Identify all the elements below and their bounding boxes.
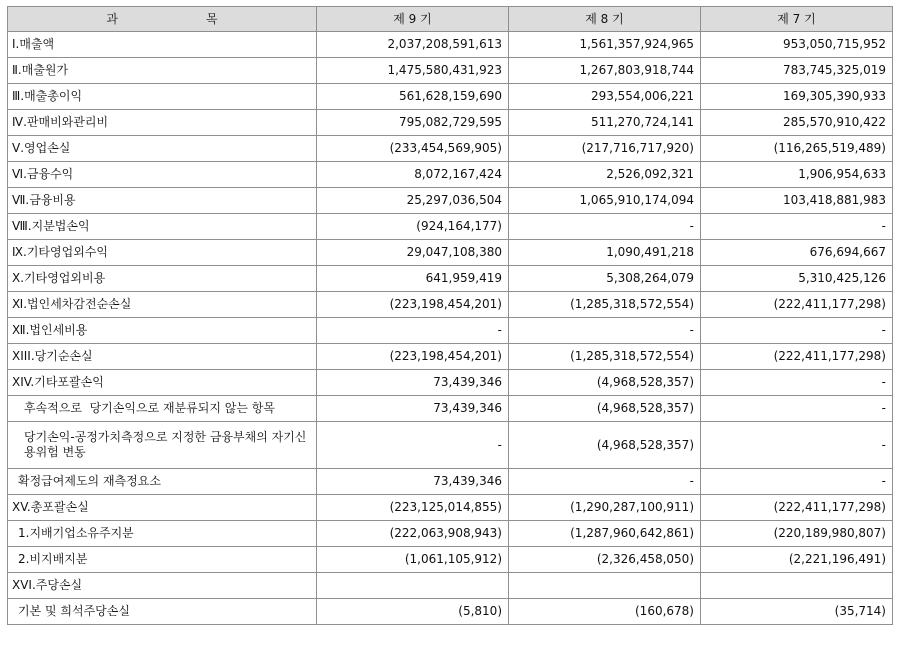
- table-row: [8, 188, 893, 214]
- value-period-8: [509, 573, 701, 599]
- value-period-7: (222,411,177,298): [701, 292, 893, 318]
- value-period-9: (1,061,105,912): [317, 547, 509, 573]
- table-row: [8, 32, 893, 58]
- value-period-7: 953,050,715,952: [701, 32, 893, 58]
- row-label: Ⅷ.지분법손익: [8, 214, 317, 240]
- value-period-8: 1,561,357,924,965: [509, 32, 701, 58]
- header-period-7: 제 7 기: [701, 7, 893, 32]
- row-label: 1.지배기업소유주지분: [8, 521, 317, 547]
- value-period-7: 285,570,910,422: [701, 110, 893, 136]
- value-period-7: -: [701, 396, 893, 422]
- value-period-9: (233,454,569,905): [317, 136, 509, 162]
- value-period-8: (4,968,528,357): [509, 422, 701, 469]
- table-row: [8, 292, 893, 318]
- row-label: 기본 및 희석주당손실: [8, 599, 317, 625]
- row-label: Ⅻ.법인세비용: [8, 318, 317, 344]
- value-period-9: 73,439,346: [317, 469, 509, 495]
- value-period-9: 8,072,167,424: [317, 162, 509, 188]
- row-label: Ⅶ.금융비용: [8, 188, 317, 214]
- value-period-8: (1,285,318,572,554): [509, 344, 701, 370]
- income-statement-table: [7, 6, 893, 625]
- header-period-9: 제 9 기: [317, 7, 509, 32]
- value-period-8: (4,968,528,357): [509, 370, 701, 396]
- table-row: [8, 422, 893, 469]
- value-period-8: 1,267,803,918,744: [509, 58, 701, 84]
- value-period-9: 73,439,346: [317, 396, 509, 422]
- header-subject-a: 과: [106, 11, 118, 26]
- value-period-8: (2,326,458,050): [509, 547, 701, 573]
- value-period-7: (220,189,980,807): [701, 521, 893, 547]
- value-period-7: 676,694,667: [701, 240, 893, 266]
- value-period-9: (223,125,014,855): [317, 495, 509, 521]
- table-row: [8, 214, 893, 240]
- value-period-9: -: [317, 318, 509, 344]
- value-period-9: 73,439,346: [317, 370, 509, 396]
- value-period-8: 2,526,092,321: [509, 162, 701, 188]
- value-period-8: 293,554,006,221: [509, 84, 701, 110]
- row-label: XIV.기타포괄손익: [8, 370, 317, 396]
- row-label: XV.총포괄손실: [8, 495, 317, 521]
- row-label: XVI.주당손실: [8, 573, 317, 599]
- table-row: [8, 58, 893, 84]
- table-row: [8, 370, 893, 396]
- value-period-7: -: [701, 469, 893, 495]
- value-period-7: [701, 573, 893, 599]
- value-period-9: (223,198,454,201): [317, 292, 509, 318]
- value-period-8: 1,065,910,174,094: [509, 188, 701, 214]
- value-period-7: 103,418,881,983: [701, 188, 893, 214]
- row-label: Ⅺ.법인세차감전순손실: [8, 292, 317, 318]
- value-period-8: 5,308,264,079: [509, 266, 701, 292]
- value-period-9: (223,198,454,201): [317, 344, 509, 370]
- value-period-7: (35,714): [701, 599, 893, 625]
- table-row: [8, 469, 893, 495]
- table-row: [8, 84, 893, 110]
- value-period-9: (924,164,177): [317, 214, 509, 240]
- value-period-8: 1,090,491,218: [509, 240, 701, 266]
- value-period-7: 1,906,954,633: [701, 162, 893, 188]
- row-label: 후속적으로 당기손익으로 재분류되지 않는 항목: [8, 396, 317, 422]
- header-row: [8, 7, 893, 32]
- table-row: [8, 599, 893, 625]
- value-period-9: (222,063,908,943): [317, 521, 509, 547]
- row-label: 확정급여제도의 재측정요소: [8, 469, 317, 495]
- value-period-7: 169,305,390,933: [701, 84, 893, 110]
- value-period-8: (4,968,528,357): [509, 396, 701, 422]
- row-label: 당기손익-공정가치측정으로 지정한 금융부채의 자기신용위험 변동: [8, 422, 317, 469]
- value-period-8: (1,287,960,642,861): [509, 521, 701, 547]
- table-row: [8, 318, 893, 344]
- table-row: [8, 240, 893, 266]
- table-row: [8, 162, 893, 188]
- row-label: Ⅰ.매출액: [8, 32, 317, 58]
- value-period-9: 561,628,159,690: [317, 84, 509, 110]
- row-label: Ⅲ.매출총이익: [8, 84, 317, 110]
- value-period-7: 5,310,425,126: [701, 266, 893, 292]
- row-label: Ⅹ.기타영업외비용: [8, 266, 317, 292]
- value-period-9: (5,810): [317, 599, 509, 625]
- value-period-8: (1,285,318,572,554): [509, 292, 701, 318]
- value-period-9: 2,037,208,591,613: [317, 32, 509, 58]
- value-period-7: (222,411,177,298): [701, 344, 893, 370]
- row-label: Ⅵ.금융수익: [8, 162, 317, 188]
- row-label: XIII.당기순손실: [8, 344, 317, 370]
- value-period-9: 25,297,036,504: [317, 188, 509, 214]
- value-period-7: -: [701, 370, 893, 396]
- value-period-8: (217,716,717,920): [509, 136, 701, 162]
- table-row: [8, 110, 893, 136]
- table-row: [8, 573, 893, 599]
- value-period-9: [317, 573, 509, 599]
- row-label: Ⅱ.매출원가: [8, 58, 317, 84]
- row-label: Ⅳ.판매비와관리비: [8, 110, 317, 136]
- table-row: [8, 136, 893, 162]
- value-period-9: 795,082,729,595: [317, 110, 509, 136]
- value-period-8: (1,290,287,100,911): [509, 495, 701, 521]
- table-row: [8, 266, 893, 292]
- value-period-9: -: [317, 422, 509, 469]
- header-subject: [8, 7, 317, 32]
- value-period-8: (160,678): [509, 599, 701, 625]
- value-period-7: (222,411,177,298): [701, 495, 893, 521]
- value-period-8: -: [509, 214, 701, 240]
- table-row: [8, 547, 893, 573]
- table-row: [8, 344, 893, 370]
- table-row: [8, 495, 893, 521]
- value-period-8: -: [509, 469, 701, 495]
- value-period-7: -: [701, 422, 893, 469]
- header-subject-b: 목: [206, 11, 218, 26]
- value-period-7: -: [701, 214, 893, 240]
- row-label: Ⅴ.영업손실: [8, 136, 317, 162]
- row-label: Ⅸ.기타영업외수익: [8, 240, 317, 266]
- row-label: 2.비지배지분: [8, 547, 317, 573]
- table-row: [8, 396, 893, 422]
- value-period-8: 511,270,724,141: [509, 110, 701, 136]
- value-period-9: 641,959,419: [317, 266, 509, 292]
- value-period-7: (116,265,519,489): [701, 136, 893, 162]
- value-period-7: (2,221,196,491): [701, 547, 893, 573]
- value-period-9: 29,047,108,380: [317, 240, 509, 266]
- value-period-8: -: [509, 318, 701, 344]
- header-period-8: 제 8 기: [509, 7, 701, 32]
- table-row: [8, 521, 893, 547]
- value-period-9: 1,475,580,431,923: [317, 58, 509, 84]
- value-period-7: -: [701, 318, 893, 344]
- value-period-7: 783,745,325,019: [701, 58, 893, 84]
